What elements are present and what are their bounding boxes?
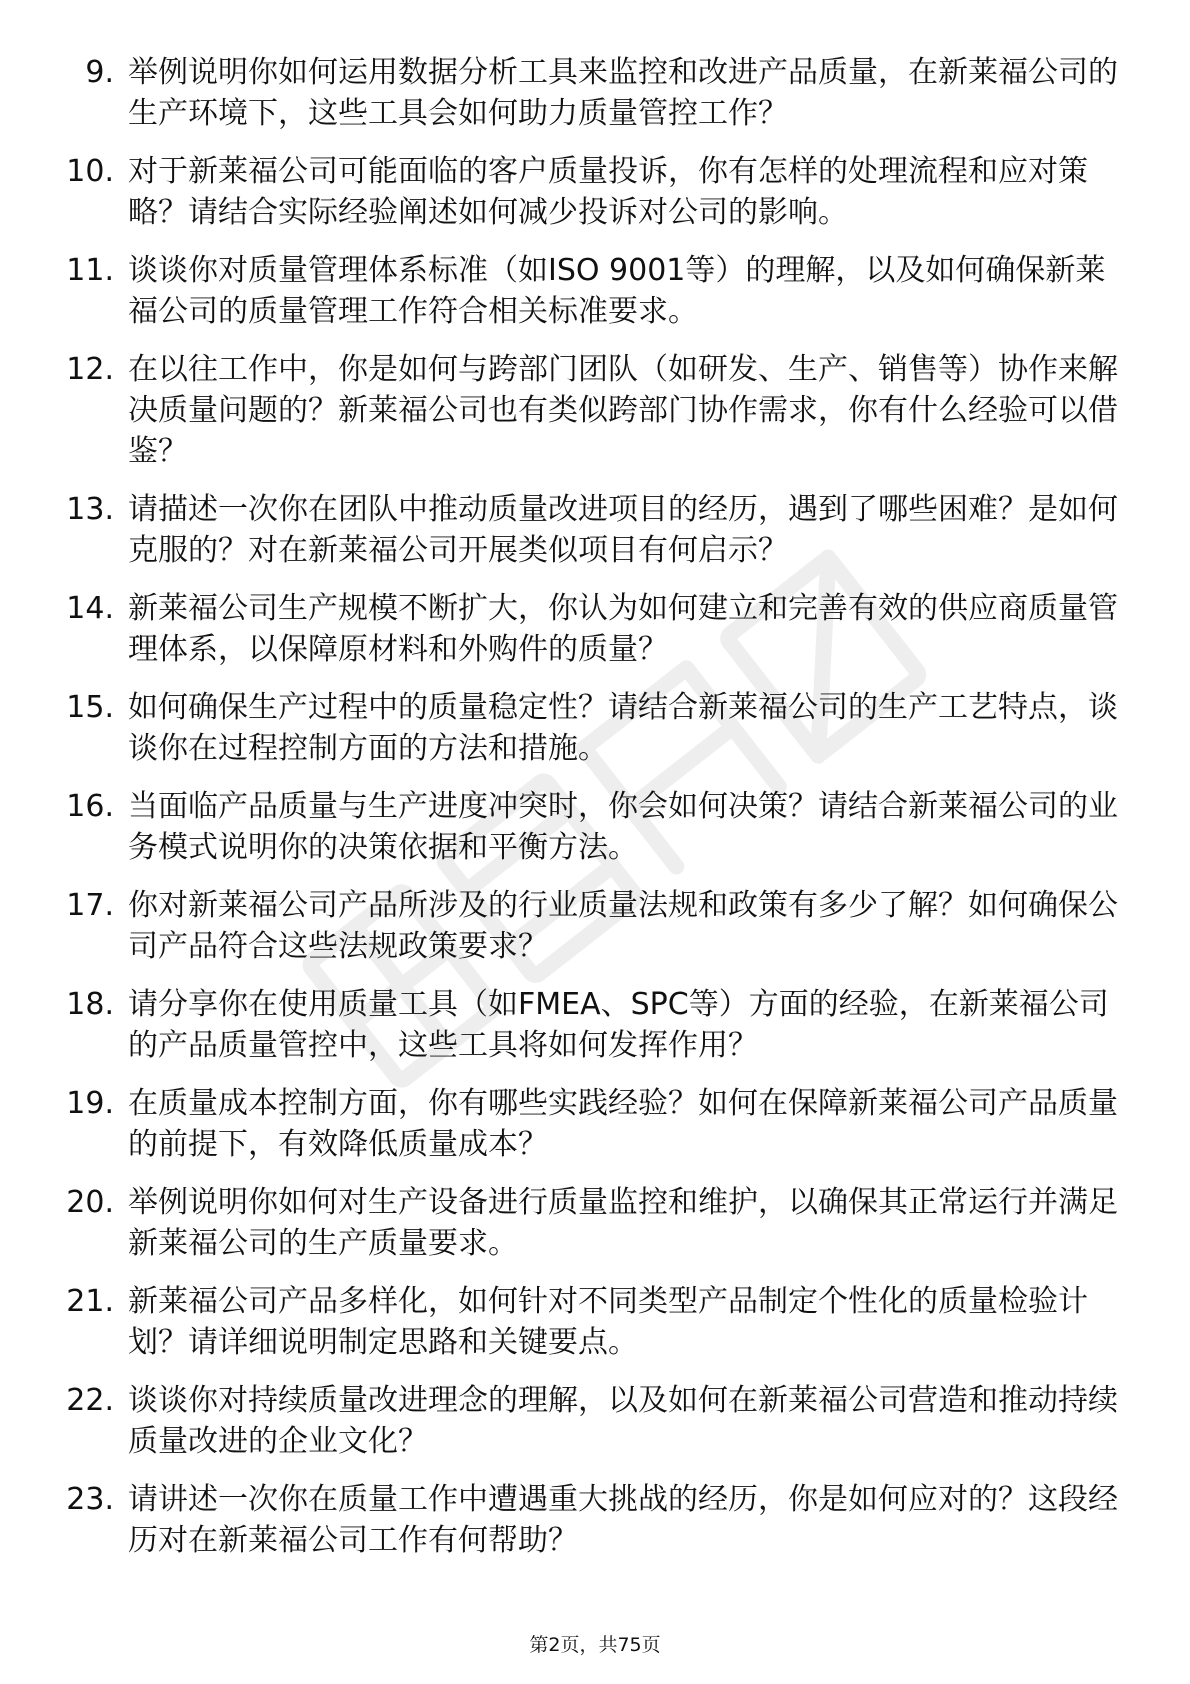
question-item <box>0 250 1118 332</box>
question-number: 17. <box>66 888 114 923</box>
question-number: 20. <box>66 1185 114 1220</box>
question-item <box>0 1380 1118 1462</box>
question-item <box>0 1182 1118 1264</box>
question-item <box>0 984 1118 1066</box>
question-item <box>0 1479 1118 1561</box>
question-number: 19. <box>66 1086 114 1121</box>
question-number: 10. <box>66 154 114 189</box>
question-number: 18. <box>66 987 114 1022</box>
question-text: 在以往工作中，你是如何与跨部门团队（如研发、生产、销售等）协作来解决质量问题的？新莱福公司也有类似跨部门协作需求，你有什么经验可以借鉴？ <box>128 352 1118 469</box>
question-item <box>0 52 1118 134</box>
question-text: 对于新莱福公司可能面临的客户质量投诉，你有怎样的处理流程和应对策略？请结合实际经验阐述如何减少投诉对公司的影响。 <box>128 154 1088 230</box>
question-text: 你对新莱福公司产品所涉及的行业质量法规和政策有多少了解？如何确保公司产品符合这些法规政策要求？ <box>128 888 1118 964</box>
question-number: 22. <box>66 1383 114 1418</box>
question-item <box>0 885 1118 967</box>
question-text: 举例说明你如何运用数据分析工具来监控和改进产品质量，在新莱福公司的生产环境下，这些工具会如何助力质量管控工作？ <box>128 55 1118 131</box>
question-item <box>0 1083 1118 1165</box>
question-text: 当面临产品质量与生产进度冲突时，你会如何决策？请结合新莱福公司的业务模式说明你的决策依据和平衡方法。 <box>128 789 1118 865</box>
question-text: 谈谈你对持续质量改进理念的理解，以及如何在新莱福公司营造和推动持续质量改进的企业文化？ <box>128 1383 1118 1459</box>
question-text: 如何确保生产过程中的质量稳定性？请结合新莱福公司的生产工艺特点，谈谈你在过程控制方面的方法和措施。 <box>128 690 1118 766</box>
question-number: 14. <box>66 591 114 626</box>
question-number: 9. <box>85 55 114 90</box>
question-text: 在质量成本控制方面，你有哪些实践经验？如何在保障新莱福公司产品质量的前提下，有效降低质量成本？ <box>128 1086 1118 1162</box>
question-item <box>0 349 1118 472</box>
question-number: 15. <box>66 690 114 725</box>
page-footer <box>0 1633 1190 1657</box>
question-number: 12. <box>66 352 114 387</box>
question-number: 16. <box>66 789 114 824</box>
question-text: 请描述一次你在团队中推动质量改进项目的经历，遇到了哪些困难？是如何克服的？对在新莱福公司开展类似项目有何启示？ <box>128 492 1118 568</box>
question-list <box>0 52 1190 1578</box>
page-number-label: 第2页，共75页 <box>529 1634 661 1656</box>
question-text: 新莱福公司产品多样化，如何针对不同类型产品制定个性化的质量检验计划？请详细说明制定思路和关键要点。 <box>128 1284 1088 1360</box>
question-number: 23. <box>66 1482 114 1517</box>
question-item <box>0 687 1118 769</box>
question-text: 请讲述一次你在质量工作中遭遇重大挑战的经历，你是如何应对的？这段经历对在新莱福公司工作有何帮助？ <box>128 1482 1118 1558</box>
question-item <box>0 588 1118 670</box>
question-number: 13. <box>66 492 114 527</box>
question-text: 谈谈你对质量管理体系标准（如ISO 9001等）的理解，以及如何确保新莱福公司的质量管理工作符合相关标准要求。 <box>128 253 1106 329</box>
question-item <box>0 786 1118 868</box>
question-number: 21. <box>66 1284 114 1319</box>
question-text: 请分享你在使用质量工具（如FMEA、SPC等）方面的经验，在新莱福公司的产品质量管控中，这些工具将如何发挥作用？ <box>128 987 1109 1063</box>
question-item <box>0 1281 1118 1363</box>
question-item <box>0 151 1118 233</box>
question-item <box>0 489 1118 571</box>
question-text: 举例说明你如何对生产设备进行质量监控和维护，以确保其正常运行并满足新莱福公司的生产质量要求。 <box>128 1185 1118 1261</box>
question-number: 11. <box>66 253 114 288</box>
question-text: 新莱福公司生产规模不断扩大，你认为如何建立和完善有效的供应商质量管理体系，以保障原材料和外购件的质量？ <box>128 591 1118 667</box>
